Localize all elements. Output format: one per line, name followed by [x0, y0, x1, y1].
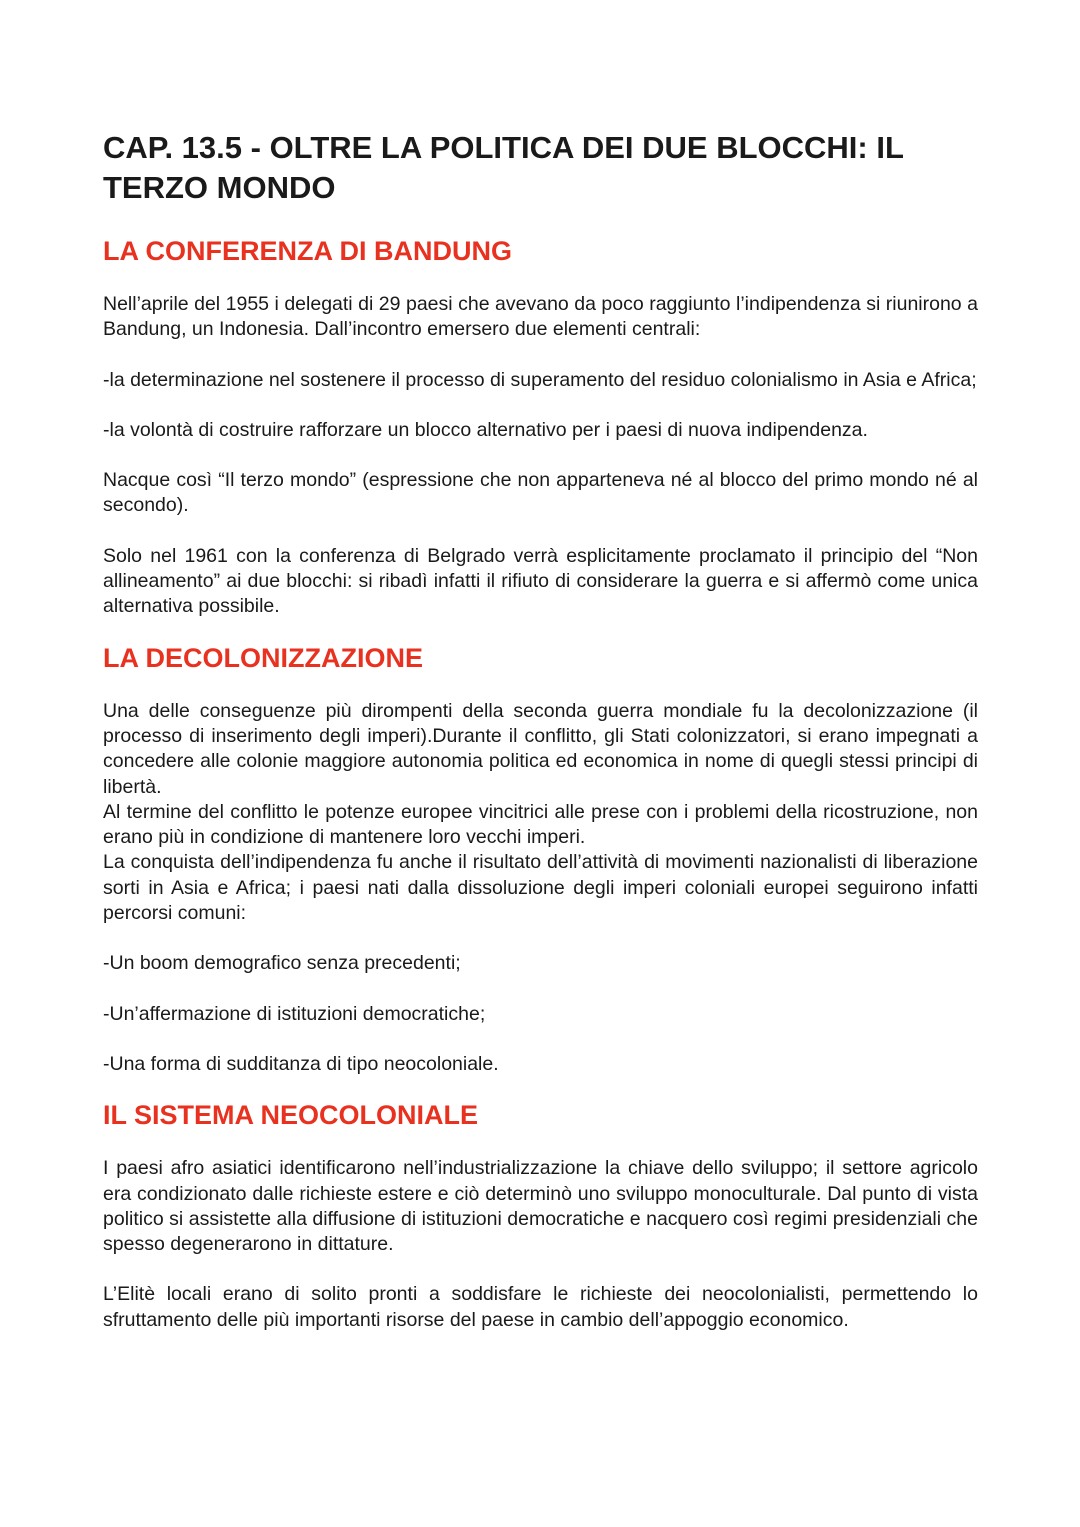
section-heading-decolonizzazione: LA DECOLONIZZAZIONE	[103, 642, 423, 673]
paragraph: Al termine del conflitto le potenze europee vincitrici alle prese con i problemi della ricostruzione, non erano più in condizione di mantenere loro vecchi imperi.	[103, 800, 978, 849]
paragraph: I paesi afro asiatici identificarono nell’industrializzazione la chiave dello sviluppo; il settore agricolo era condizionato dalle richieste estere e ciò determinò uno sviluppo monoculturale. Dal punto di vista politico si assistette alla diffusione di istituzioni democratiche e nacquero così regimi presidenziali che spesso degenerarono in dittature.	[103, 1157, 978, 1256]
document-page	[103, 128, 978, 1333]
list-item: -Un boom demografico senza precedenti;	[103, 952, 461, 975]
list-item: -Una forma di sudditanza di tipo neocoloniale.	[103, 1052, 499, 1075]
paragraph: Nacque così “Il terzo mondo” (espressione che non apparteneva né al blocco del primo mondo né al secondo).	[103, 469, 978, 517]
list-item: -Un’affermazione di istituzioni democratiche;	[103, 1002, 486, 1025]
paragraph: Solo nel 1961 con la conferenza di Belgrado verrà esplicitamente proclamato il principio del “Non allineamento” ai due blocchi: si ribadì infatti il rifiuto di considerare la guerra e si affermò come unica alternativa possibile.	[103, 544, 978, 618]
section-heading-neocoloniale: IL SISTEMA NEOCOLONIALE	[103, 1100, 479, 1131]
paragraph: L’Elitè locali erano di solito pronti a soddisfare le richieste dei neocolonialisti, permettendo lo sfruttamento delle più importanti risorse del paese in cambio dell’appoggio economico.	[103, 1283, 978, 1331]
paragraph: Una delle conseguenze più dirompenti della seconda guerra mondiale fu la decolonizzazione (il processo di inserimento degli imperi).Durante il conflitto, gli Stati colonizzatori, si erano impegnati a concedere alle colonie maggiore autonomia politica ed economica in nome di quegli stessi principi di libertà.	[103, 699, 978, 798]
paragraph: -la volontà di costruire rafforzare un blocco alternativo per i paesi di nuova indipendenza.	[103, 418, 868, 441]
paragraph: -la determinazione nel sostenere il processo di superamento del residuo colonialismo in Asia e Africa;	[103, 368, 977, 391]
page-title: CAP. 13.5 - OLTRE LA POLITICA DEI DUE BLOCCHI: IL TERZO MONDO	[103, 130, 904, 205]
section-heading-bandung: LA CONFERENZA DI BANDUNG	[103, 236, 512, 266]
paragraph: La conquista dell’indipendenza fu anche il risultato dell’attività di movimenti nazionalisti di liberazione sorti in Asia e Africa; i paesi nati dalla dissoluzione degli imperi coloniali europei seguirono infatti percorsi comuni:	[103, 851, 978, 925]
paragraph: Nell’aprile del 1955 i delegati di 29 paesi che avevano da poco raggiunto l’indipendenza si riunirono a Bandung, un Indonesia. Dall’incontro emersero due elementi centrali:	[103, 293, 978, 341]
